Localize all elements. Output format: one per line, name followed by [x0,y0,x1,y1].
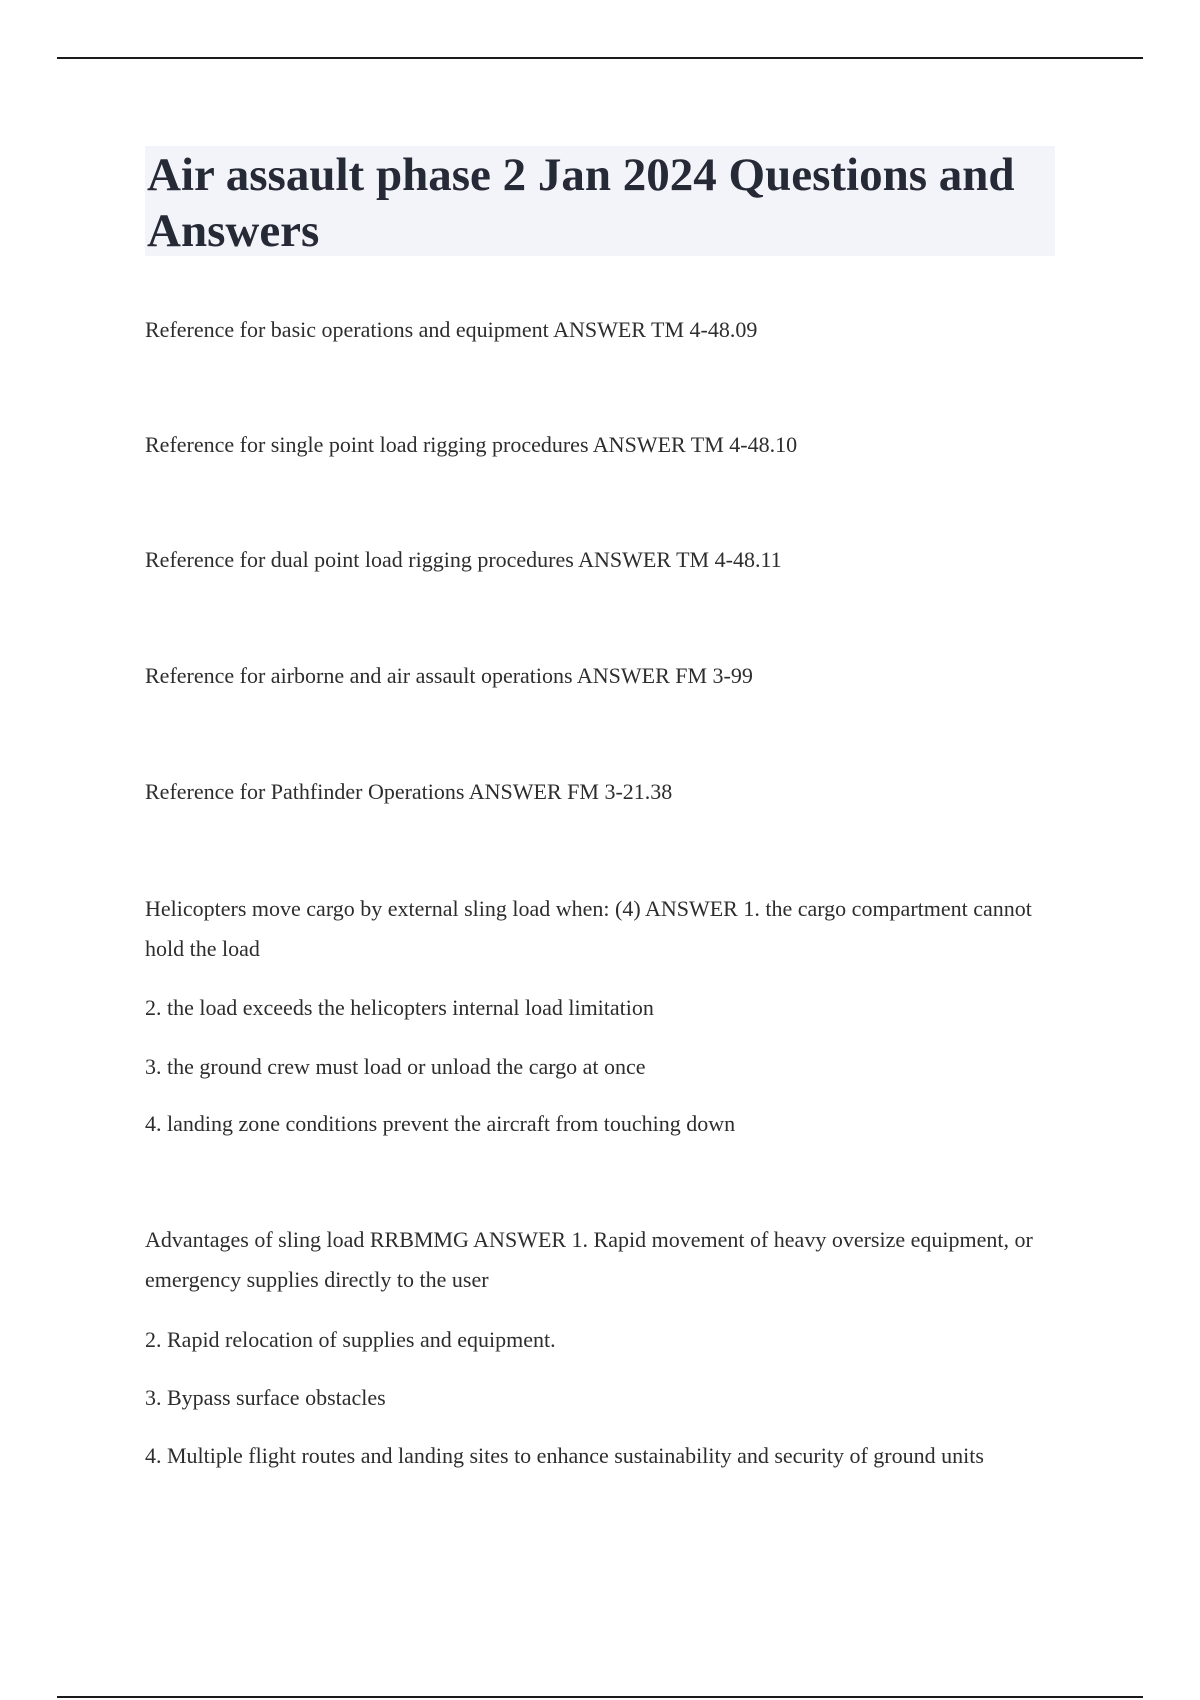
qa-entry-dual-point: Reference for dual point load rigging procedures ANSWER TM 4-48.11 [145,547,782,572]
list-item: 2. Rapid relocation of supplies and equipment. [145,1327,556,1352]
list-item: 4. Multiple flight routes and landing sites to enhance sustainability and security of ground units [145,1443,984,1468]
qa-entry-sling-load-when: Helicopters move cargo by external sling load when: (4) ANSWER 1. the cargo compartment cannot hold the load [145,896,1032,961]
qa-entry-airborne: Reference for airborne and air assault operations ANSWER FM 3-99 [145,663,753,688]
top-divider [57,57,1143,59]
list-item: 4. landing zone conditions prevent the aircraft from touching down [145,1111,736,1136]
list-item: 2. the load exceeds the helicopters internal load limitation [145,995,654,1020]
qa-entry-single-point: Reference for single point load rigging procedures ANSWER TM 4-48.10 [145,432,798,457]
qa-entry-pathfinder: Reference for Pathfinder Operations ANSWER FM 3-21.38 [145,779,673,804]
list-item: 3. the ground crew must load or unload the cargo at once [145,1054,646,1079]
qa-entry-sling-load-advantages: Advantages of sling load RRBMMG ANSWER 1. Rapid movement of heavy oversize equipment, or emergency supplies directly to the user [145,1227,1033,1292]
list-item: 3. Bypass surface obstacles [145,1385,386,1410]
bottom-divider [57,1696,1143,1698]
document-title: Air assault phase 2 Jan 2024 Questions and Answers [147,149,1015,257]
qa-entry-basic-operations: Reference for basic operations and equipment ANSWER TM 4-48.09 [145,317,758,342]
